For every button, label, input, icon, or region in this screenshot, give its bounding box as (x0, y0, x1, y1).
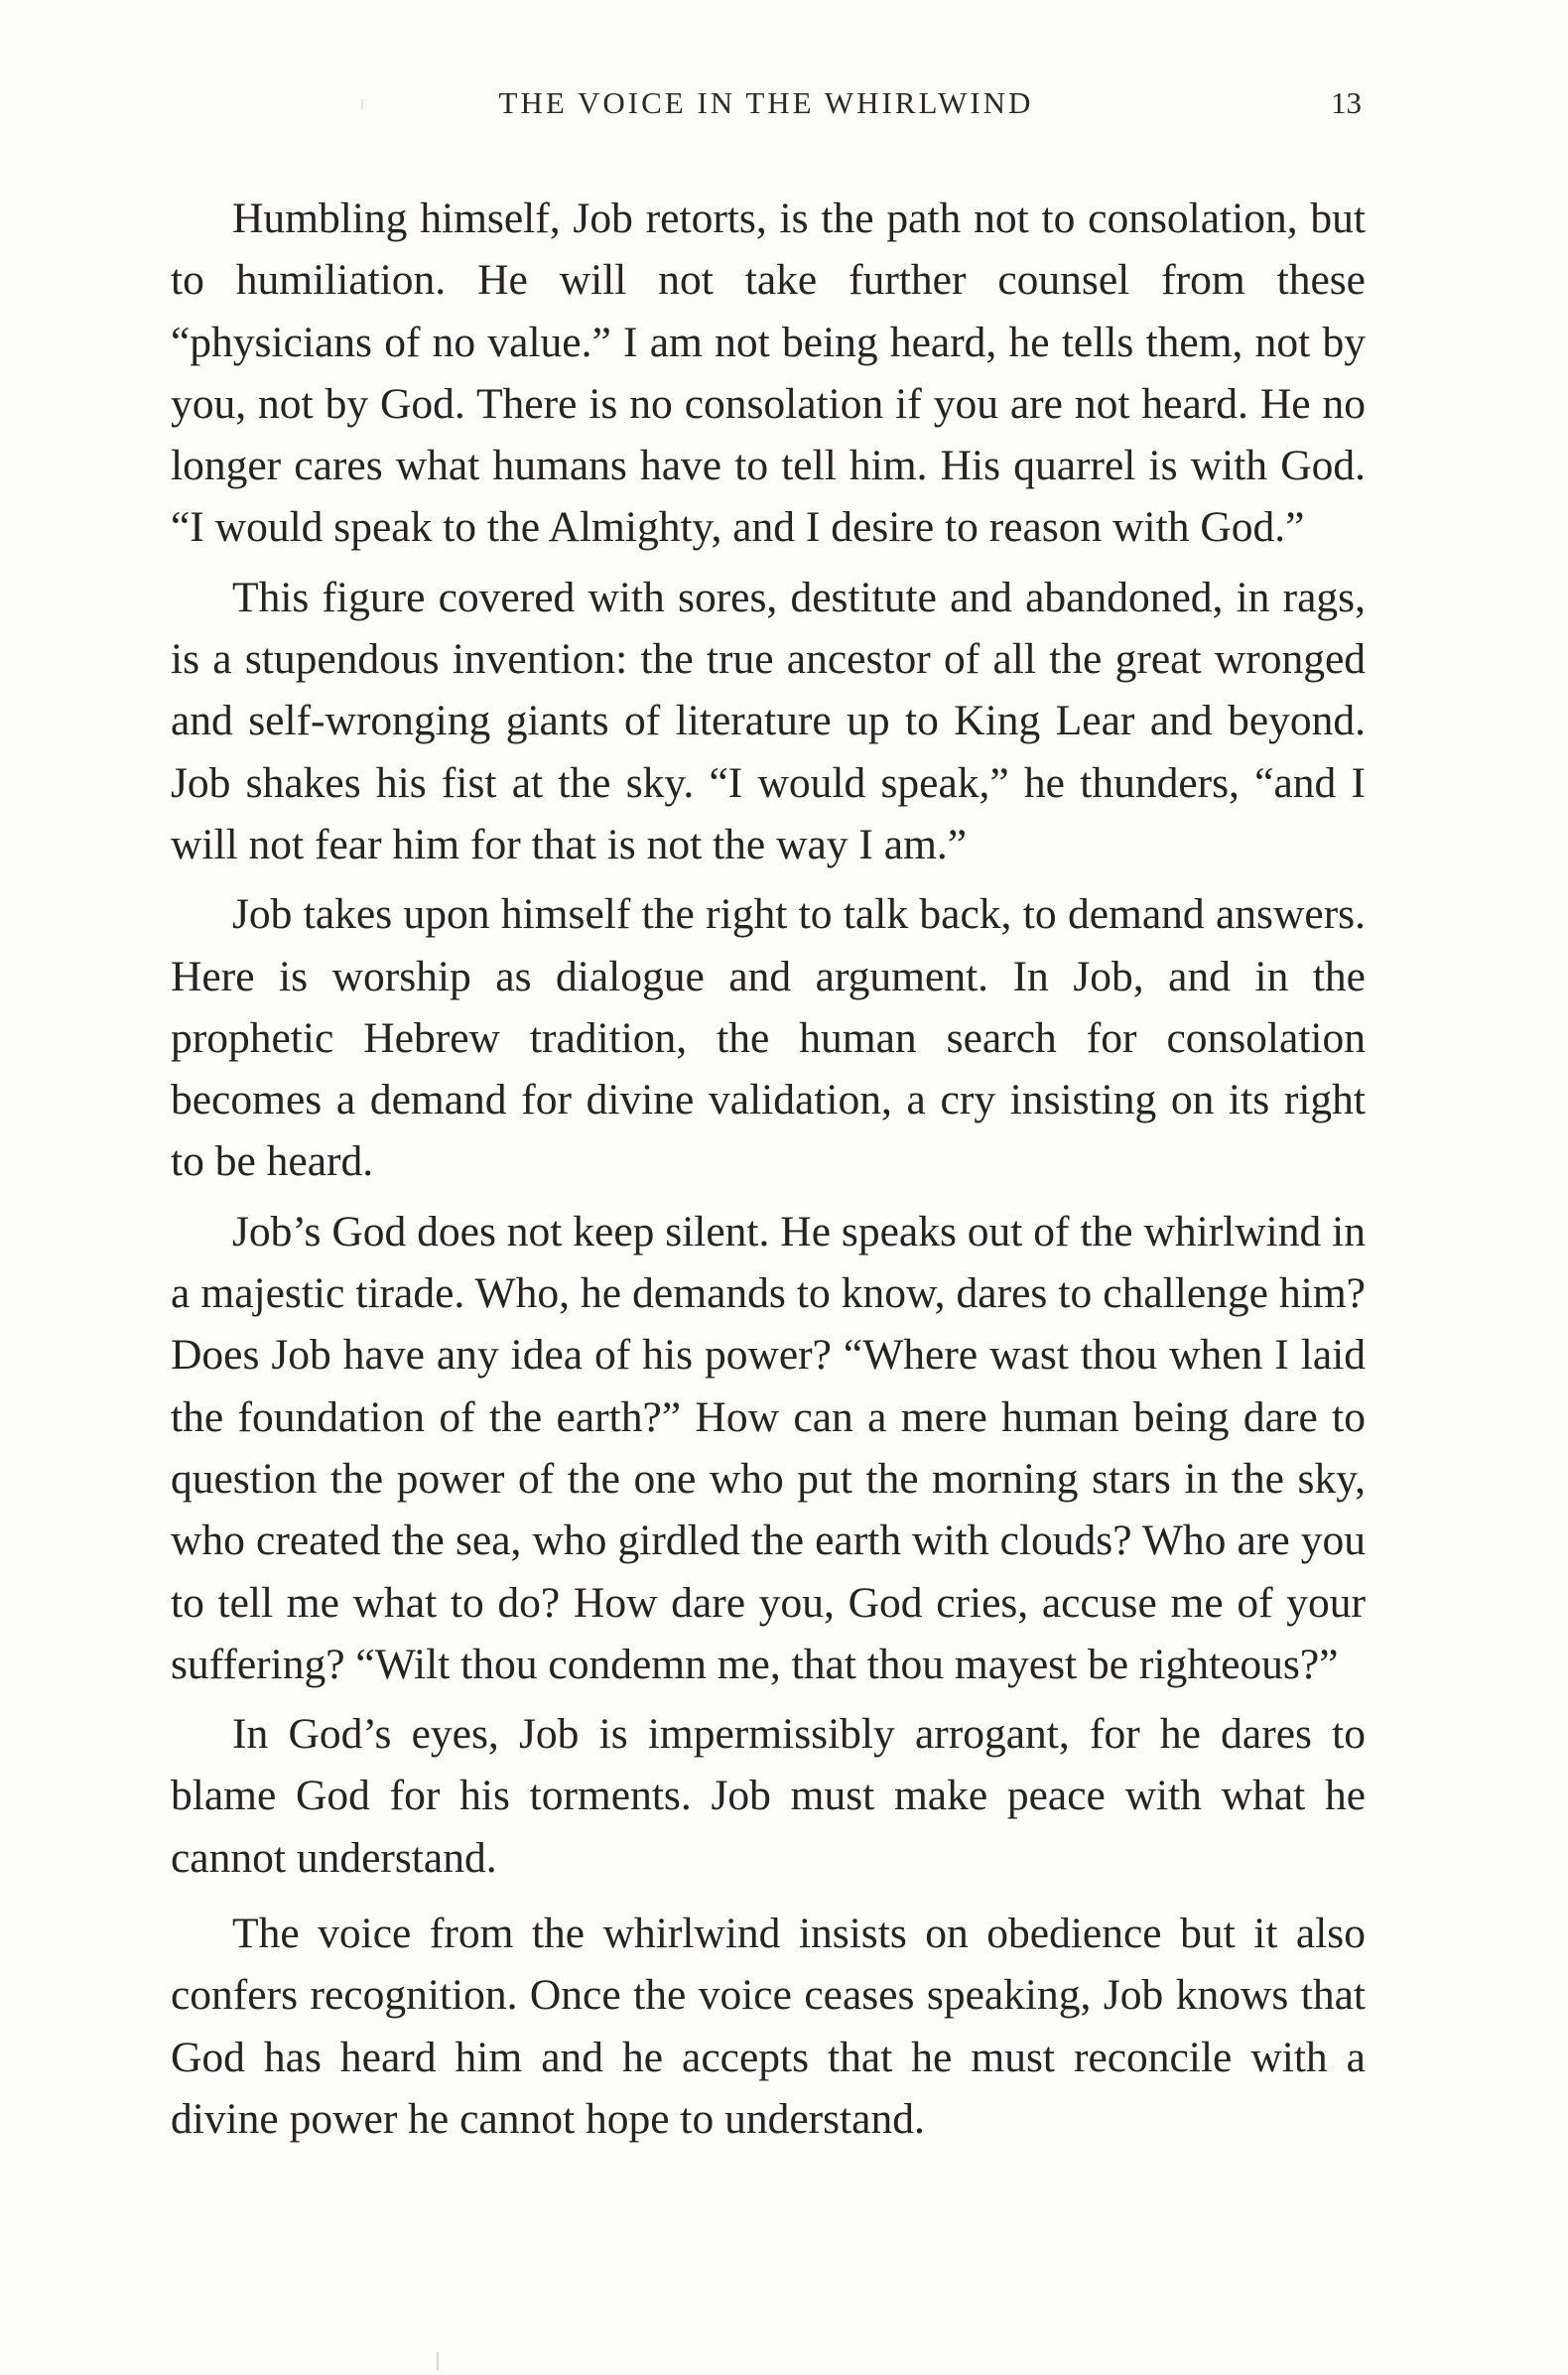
paragraph-1: Humbling himself, Job retorts, is the path not to consolation, but to humiliation. He will not take further counsel from these “physicians of no value.” I am not being heard, he tells them, not by you, not by God. There is no consolation if you are not heard. He no longer cares what humans have to tell him. His quarrel is with God. “I would speak to the Almighty, and I desire to reason with God.” (171, 195, 1366, 552)
paragraph-6: The voice from the whirlwind insists on obedience but it also confers recognition. Once the voice ceases speaking, Job knows that God has heard him and he accepts that he must reconcile with a divine power he cannot hope to understand. (171, 1910, 1366, 2143)
scan-speck (437, 2352, 439, 2370)
running-title: THE VOICE IN THE WHIRLWIND (498, 85, 1034, 120)
paragraph-4: Job’s God does not keep silent. He speaks out of the whirlwind in a majestic tirade. Who, he demands to know, dares to challenge him? Does Job have any idea of his power? “Where wast thou when I laid the foundation of the earth?” How can a mere human being dare to question the power of the one who put the morning stars in the sky, who created the sea, who girdled the earth with clouds? Who are you to tell me what to do? How dare you, God cries, accuse me of your suffering? “Wilt thou condemn me, that thou mayest be righteous?” (171, 1207, 1366, 1688)
paragraph-3: Job takes upon himself the right to talk back, to demand answers. Here is worship as dialogue and argument. In Job, and in the prophetic Hebrew tradition, the human search for consolation becomes a demand for divine validation, a cry insisting on its right to be heard. (171, 890, 1366, 1186)
paragraph-5: In God’s eyes, Job is impermissibly arrogant, for he dares to blame God for his torments. Job must make peace with what he cannot understand. (171, 1710, 1366, 1882)
scan-speck (361, 99, 363, 109)
body-text (171, 188, 1366, 2150)
page-number: 13 (1331, 85, 1362, 120)
running-head (171, 83, 1362, 123)
paragraph-2: This figure covered with sores, destitute and abandoned, in rags, is a stupendous invention: the true ancestor of all the great wronged and self-wronging giants of literature up to King Lear and beyond. Job shakes his fist at the sky. “I would speak,” he thunders, “and I will not fear him for that is not the way I am.” (171, 573, 1366, 868)
